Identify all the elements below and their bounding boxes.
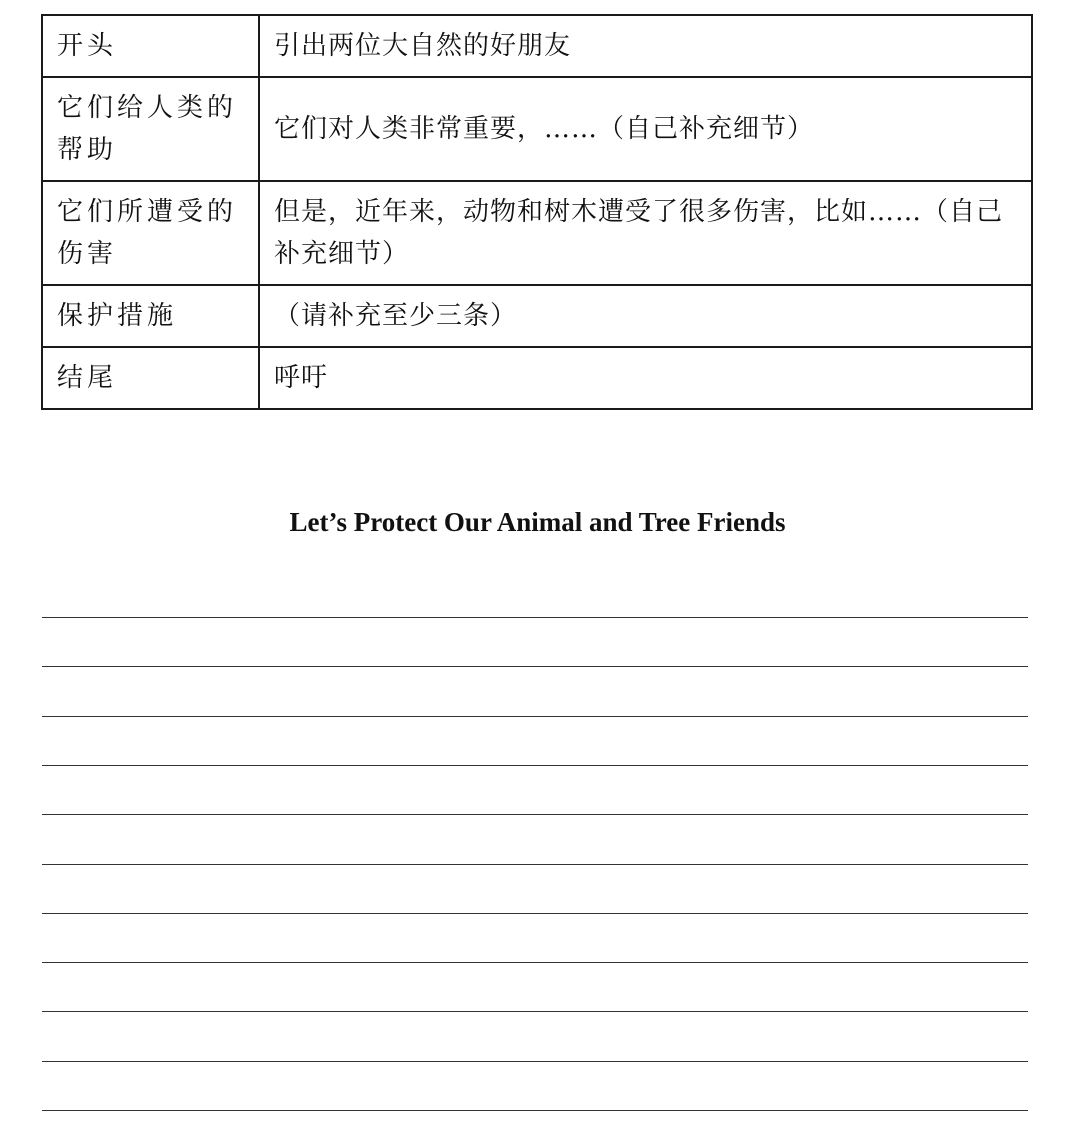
content-cell: 但是，近年来，动物和树木遭受了很多伤害，比如……（自己补充细节） — [259, 181, 1032, 285]
writing-line[interactable] — [42, 1011, 1028, 1012]
writing-line[interactable] — [42, 814, 1028, 815]
section-cell: 结尾 — [42, 347, 259, 409]
content-cell: （请补充至少三条） — [259, 285, 1032, 347]
content-cell: 引出两位大自然的好朋友 — [259, 15, 1032, 77]
table-row — [42, 15, 1032, 77]
table-row — [42, 77, 1032, 181]
writing-line[interactable] — [42, 666, 1028, 667]
section-cell: 它们给人类的帮助 — [42, 77, 259, 181]
writing-line[interactable] — [42, 617, 1028, 618]
essay-title: Let’s Protect Our Animal and Tree Friends — [289, 507, 786, 537]
table-row — [42, 347, 1032, 409]
writing-line[interactable] — [42, 913, 1028, 914]
outline-table — [41, 14, 1033, 410]
content-cell: 呼吁 — [259, 347, 1032, 409]
table-row — [42, 181, 1032, 285]
table-row — [42, 285, 1032, 347]
section-cell: 保护措施 — [42, 285, 259, 347]
writing-line[interactable] — [42, 716, 1028, 717]
writing-line[interactable] — [42, 1110, 1028, 1111]
section-cell: 开头 — [42, 15, 259, 77]
writing-line[interactable] — [42, 864, 1028, 865]
writing-line[interactable] — [42, 962, 1028, 963]
writing-line[interactable] — [42, 765, 1028, 766]
section-cell: 它们所遭受的伤害 — [42, 181, 259, 285]
writing-line[interactable] — [42, 1061, 1028, 1062]
content-cell: 它们对人类非常重要，……（自己补充细节） — [259, 77, 1032, 181]
